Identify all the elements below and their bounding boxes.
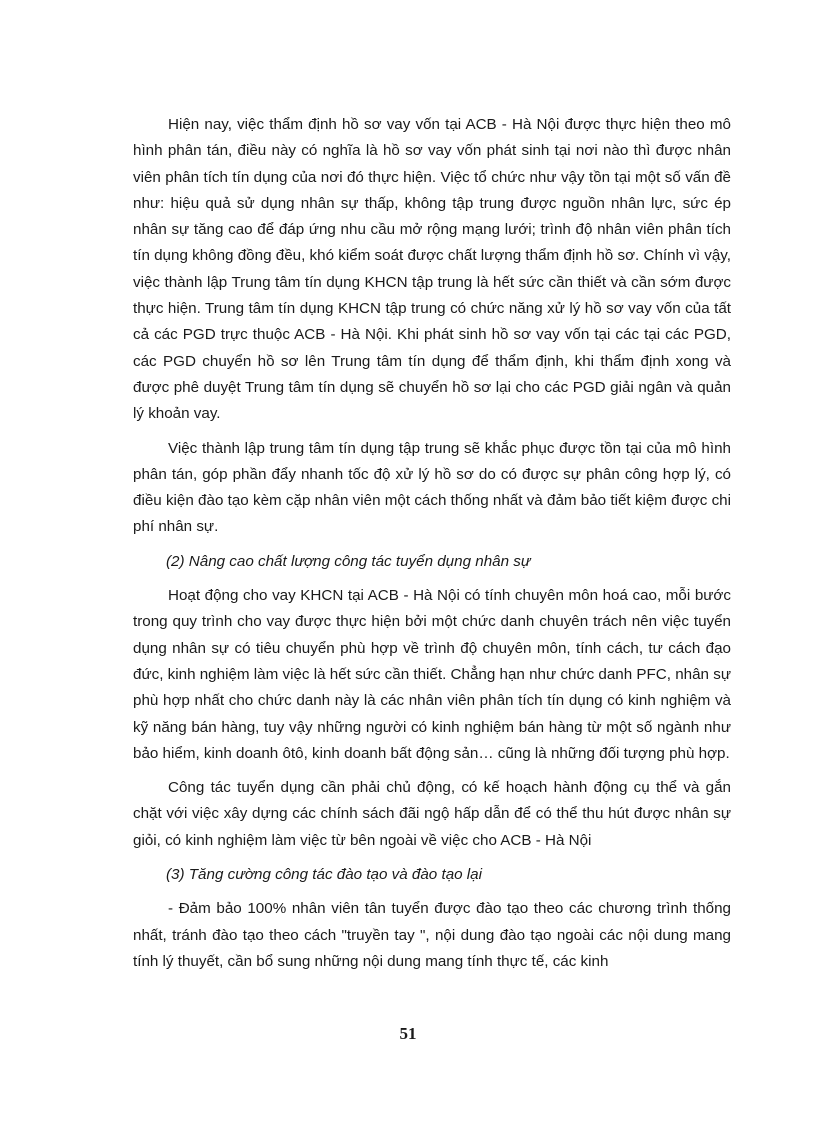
body-text	[133, 112, 731, 983]
section-heading-recruitment: (2) Nâng cao chất lượng công tác tuyển dụng nhân sự	[166, 552, 531, 570]
page-number: 51	[399, 1024, 417, 1043]
paragraph-recruitment-proactive: Công tác tuyển dụng cần phải chủ động, có kế hoạch hành động cụ thể và gắn chặt với việc xây dựng các chính sách đãi ngộ hấp dẫn để có thể thu hút được nhân sự giỏi, có kinh nghiệm làm việc từ bên ngoài về việc cho ACB - Hà Nội	[133, 779, 731, 849]
section-heading-training: (3) Tăng cường công tác đào tạo và đào tạo lại	[166, 866, 483, 884]
paragraph-recruitment-specialization: Hoạt động cho vay KHCN tại ACB - Hà Nội có tính chuyên môn hoá cao, mỗi bước trong quy trình cho vay được thực hiện bởi một chức danh chuyên trách nên việc tuyển dụng nhân sự có tiêu chuyển phù hợp về trình độ chuyên môn, tính cách, tư cách đạo đức, kinh nghiệm làm việc là hết sức cần thiết. Chẳng hạn như chức danh PFC, nhân sự phù hợp nhất cho chức danh này là các nhân viên phân tích tín dụng có kinh nghiệm và kỹ năng bán hàng, tuy vậy những người có kinh nghiệm bán hàng từ một số ngành như bảo hiểm, kinh doanh ôtô, kinh doanh bất động sản… cũng là những đối tượng phù hợp.	[133, 587, 731, 762]
paragraph-training-new-staff: - Đảm bảo 100% nhân viên tân tuyển được đào tạo theo các chương trình thống nhất, tránh đào tạo theo cách "truyền tay ", nội dung đào tạo ngoài các nội dung mang tính lý thuyết, cần bổ sung những nội dung mang tính thực tế, các kinh	[133, 900, 731, 970]
paragraph-credit-center-benefits: Việc thành lập trung tâm tín dụng tập trung sẽ khắc phục được tồn tại của mô hình phân tán, góp phần đẩy nhanh tốc độ xử lý hồ sơ do có được sự phân công hợp lý, có điều kiện đào tạo kèm cặp nhân viên một cách thống nhất và đảm bảo tiết kiệm được chi phí nhân sự.	[133, 439, 731, 536]
paragraph-centralized-appraisal: Hiện nay, việc thẩm định hồ sơ vay vốn tại ACB - Hà Nội được thực hiện theo mô hình phân tán, điều này có nghĩa là hồ sơ vay vốn phát sinh tại nơi nào thì được nhân viên phân tích tín dụng của nơi đó thực hiện. Việc tổ chức như vậy tồn tại một số vấn đề như: hiệu quả sử dụng nhân sự thấp, không tập trung được nguồn nhân lực, sức ép nhân sự tăng cao để đáp ứng nhu cầu mở rộng mạng lưới; trình độ nhân viên phân tích tín dụng không đồng đều, khó kiểm soát được chất lượng thẩm định hồ sơ. Chính vì vậy, việc thành lập Trung tâm tín dụng KHCN tập trung là hết sức cần thiết và cần sớm được thực hiện. Trung tâm tín dụng KHCN tập trung có chức năng xử lý hồ sơ vay vốn của tất cả các PGD trực thuộc ACB - Hà Nội. Khi phát sinh hồ sơ vay vốn tại các tại các PGD, các PGD chuyển hồ sơ lên Trung tâm tín dụng để thẩm định, khi thẩm định xong và được phê duyệt Trung tâm tín dụng sẽ chuyển hồ sơ lại cho các PGD giải ngân và quản lý khoản vay.	[133, 116, 731, 423]
